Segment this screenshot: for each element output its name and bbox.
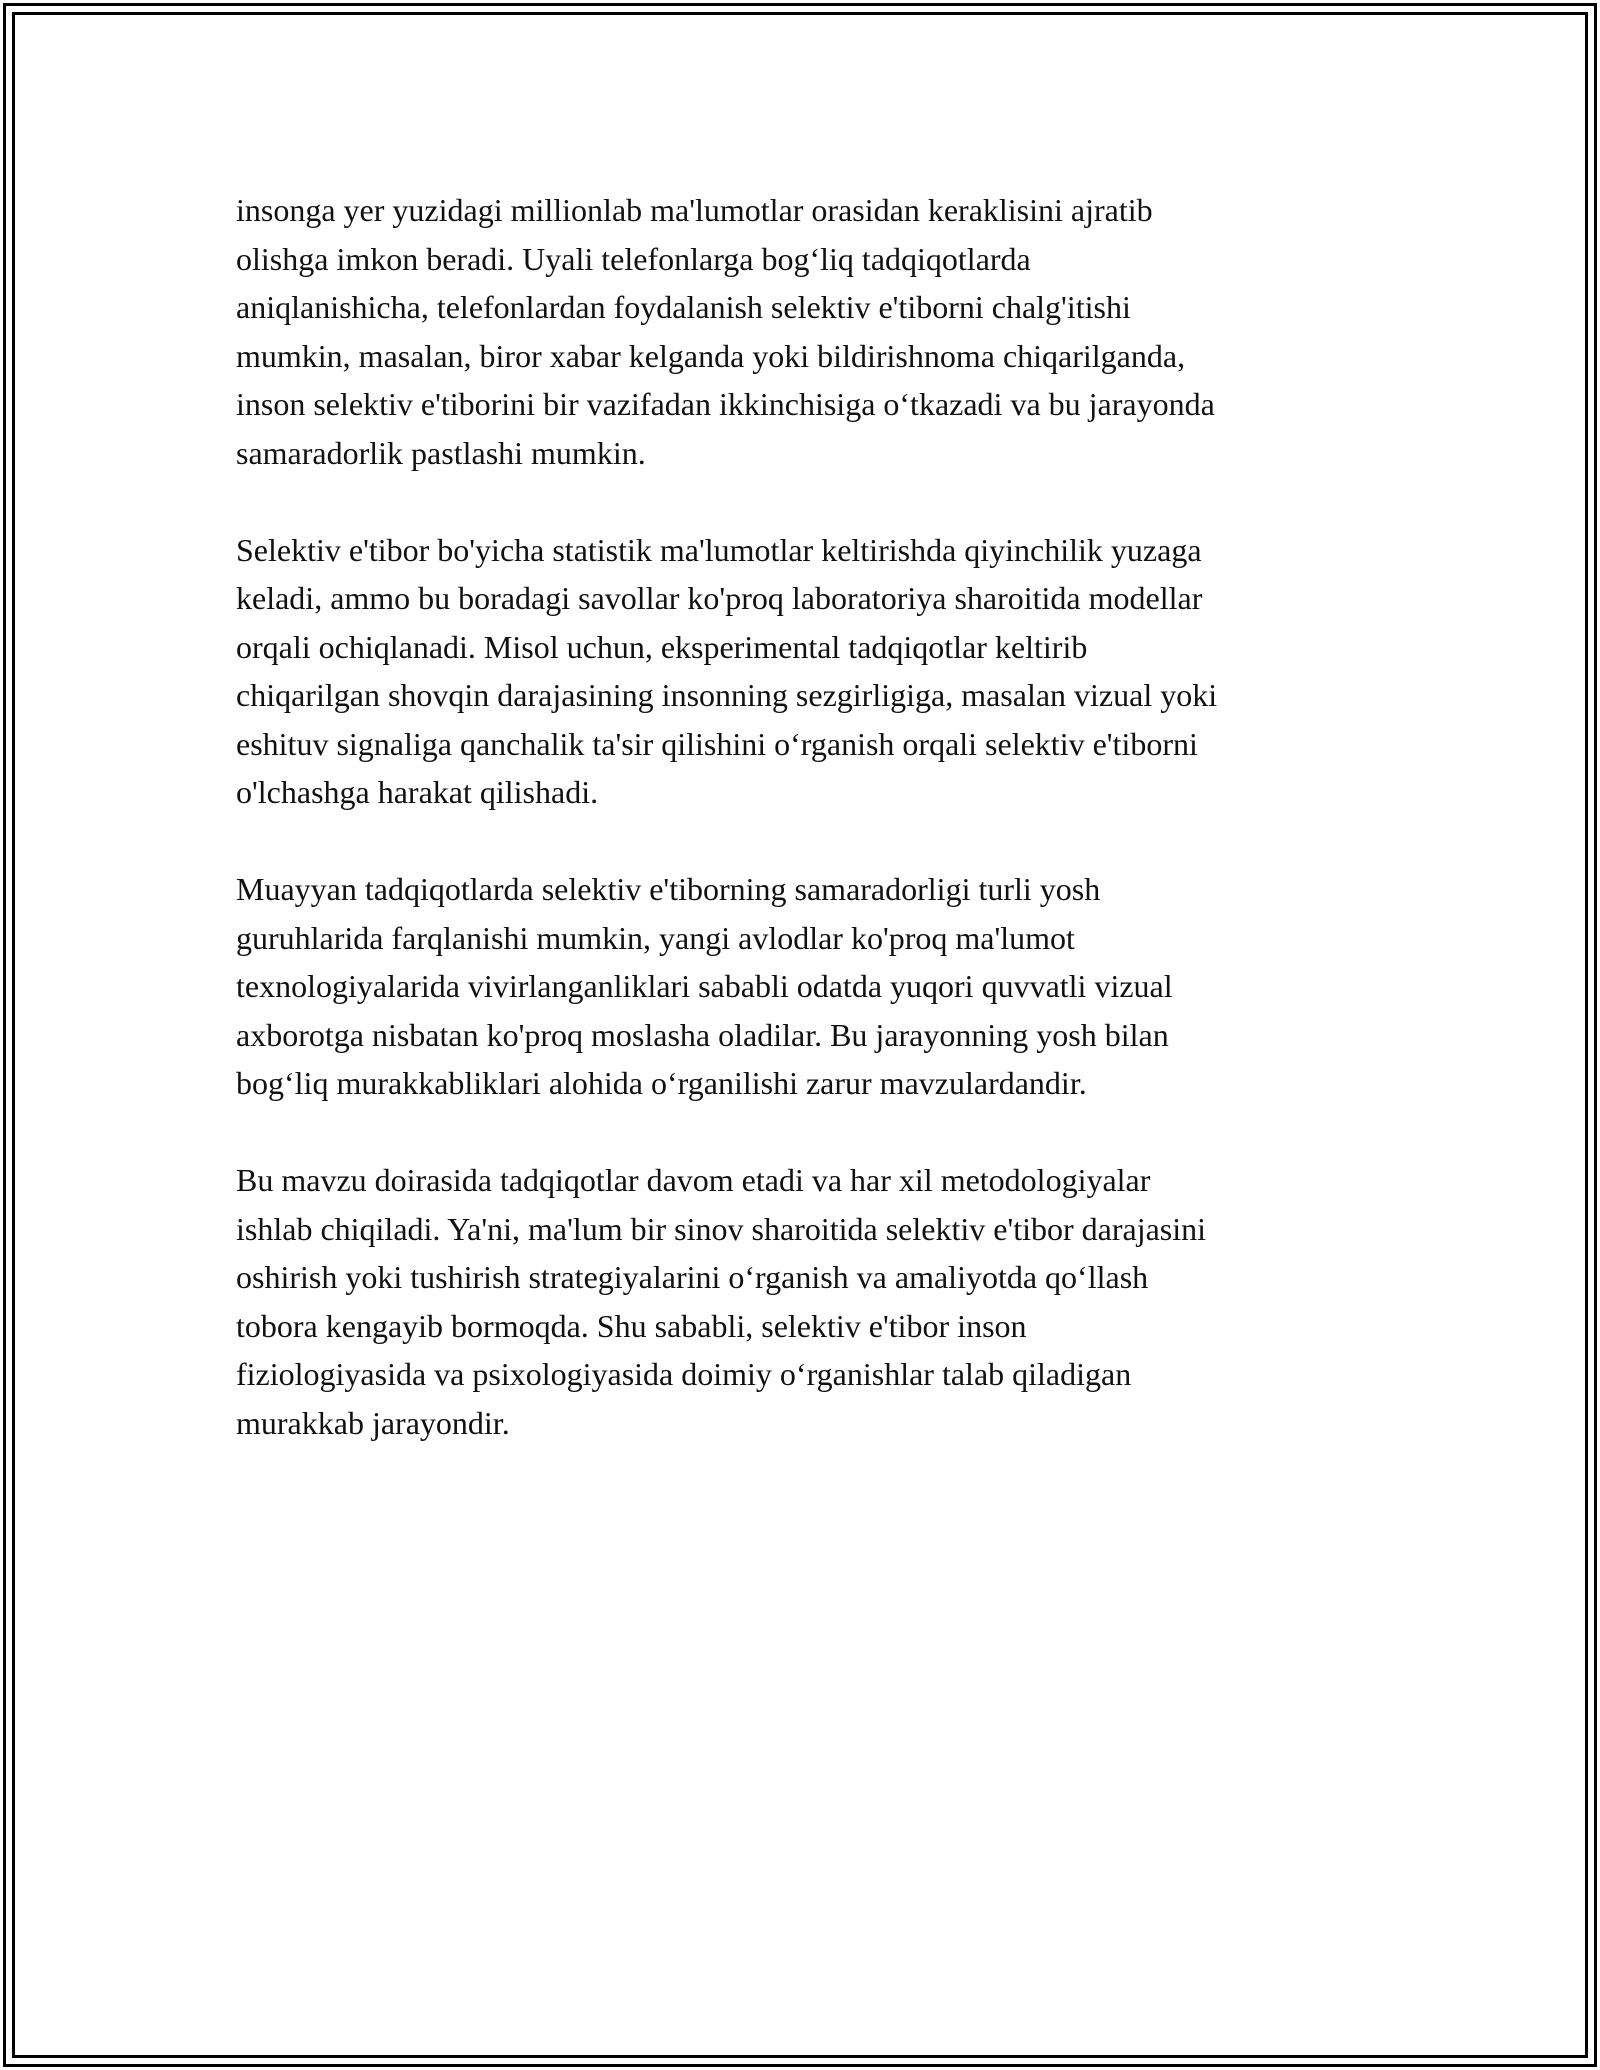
text-line: bog‘liq murakkabliklari alohida o‘rganilishi zarur mavzulardandir. [236, 1065, 1087, 1101]
text-line: Selektiv e'tibor bo'yicha statistik ma'lumotlar keltirishda qiyinchilik yuzaga [236, 531, 1202, 568]
text-line: axborotga nisbatan ko'proq moslasha oladilar. Bu jarayonning yosh bilan [236, 1016, 1169, 1053]
text-line: fiziologiyasida va psixologiyasida doimiy o‘rganishlar talab qiladigan [236, 1356, 1132, 1392]
text-line: insonga yer yuzidagi millionlab ma'lumotlar orasidan keraklisini ajratib [236, 192, 1153, 228]
paragraph-1 [236, 186, 1376, 477]
text-line: Muayyan tadqiqotlarda selektiv e'tiborning samaradorligi turli yosh [236, 871, 1101, 907]
text-line: oshirish yoki tushirish strategiyalarini o‘rganish va amaliyotda qo‘llash [236, 1259, 1149, 1295]
text-line: aniqlanishicha, telefonlardan foydalanish selektiv e'tiborni chalg'itishi [236, 289, 1131, 325]
text-line: olishga imkon beradi. Uyali telefonlarga bog‘liq tadqiqotlarda [236, 240, 1031, 277]
text-line: murakkab jarayondir. [236, 1404, 510, 1441]
text-line: mumkin, masalan, biror xabar kelganda yoki bildirishnoma chiqarilganda, [236, 337, 1186, 374]
paragraph-2 [236, 526, 1376, 817]
text-line: texnologiyalarida vivirlanganliklari sababli odatda yuqori quvvatli vizual [236, 968, 1173, 1004]
paragraph-3 [236, 865, 1376, 1108]
paragraph-4 [236, 1156, 1376, 1447]
document-body [236, 186, 1376, 1496]
text-line: samaradorlik pastlashi mumkin. [236, 434, 646, 471]
text-line: o'lchashga harakat qilishadi. [236, 774, 599, 810]
text-line: keladi, ammo bu boradagi savollar ko'proq laboratoriya sharoitida modellar [236, 580, 1203, 616]
text-line: eshituv signaliga qanchalik ta'sir qilishini o‘rganish orqali selektiv e'tiborni [236, 725, 1198, 762]
text-line: inson selektiv e'tiborini bir vazifadan ikkinchisiga o‘tkazadi va bu jarayonda [236, 386, 1215, 422]
text-line: Bu mavzu doirasida tadqiqotlar davom etadi va har xil metodologiyalar [236, 1162, 1151, 1198]
text-line: ishlab chiqiladi. Ya'ni, ma'lum bir sinov sharoitida selektiv e'tibor darajasini [236, 1210, 1207, 1247]
text-line: orqali ochiqlanadi. Misol uchun, eksperimental tadqiqotlar keltirib [236, 628, 1088, 665]
text-line: chiqarilgan shovqin darajasining insonning sezgirligiga, masalan vizual yoki [236, 677, 1218, 713]
text-line: tobora kengayib bormoqda. Shu sababli, selektiv e'tibor inson [236, 1307, 1027, 1344]
text-line: guruhlarida farqlanishi mumkin, yangi avlodlar ko'proq ma'lumot [236, 919, 1075, 956]
